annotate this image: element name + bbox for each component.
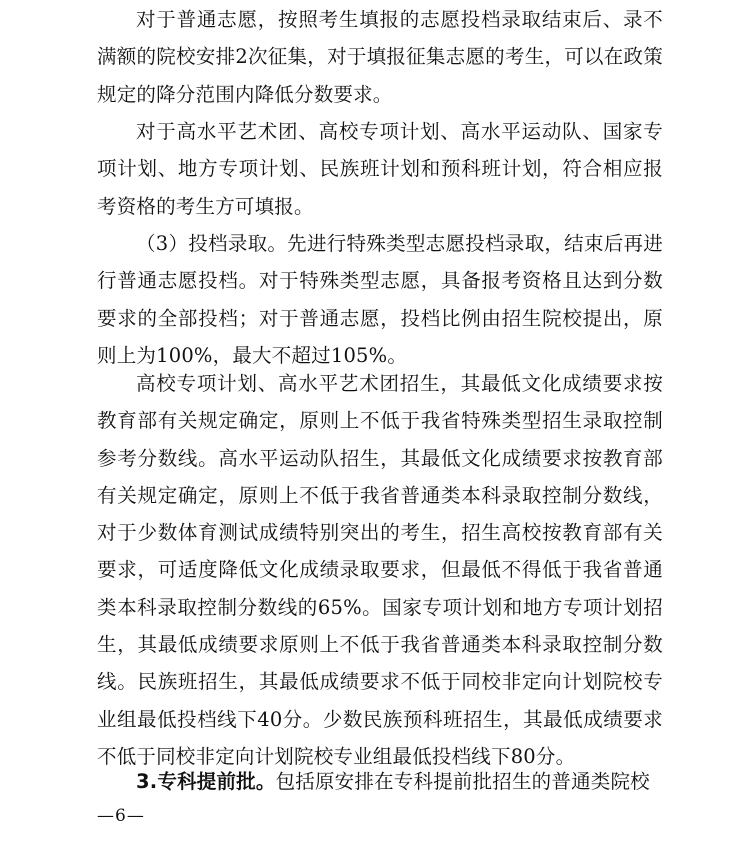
paragraph-submission-admission: （3）投档录取。先进行特殊类型志愿投档录取，结束后再进行普通志愿投档。对于特殊类型志愿，具备报考资格且达到分数要求的全部投档；对于普通志愿，投档比例由招生院校提出，原则上为100%，最大不超过105%。 [97, 232, 663, 367]
section-heading: 3.专科提前批。 [136, 770, 276, 793]
paragraph-special-programs-eligibility: 对于高水平艺术团、高校专项计划、高水平运动队、国家专项计划、地方专项计划、民族班计划和预科班计划，符合相应报考资格的考生方可填报。 [97, 120, 663, 218]
paragraph-body: 包括原安排在专科提前批招生的普通类院校 [275, 770, 650, 793]
page-number: —6— [97, 806, 145, 826]
paragraph-vocational-early-batch [97, 763, 663, 800]
paragraph-minimum-score-requirements: 高校专项计划、高水平艺术团招生，其最低文化成绩要求按教育部有关规定确定，原则上不低于我省特殊类型招生录取控制参考分数线。高水平运动队招生，其最低文化成绩要求按教育部有关规定确定，原则上不低于我省普通类本科录取控制分数线，对于少数体育测试成绩特别突出的考生，招生高校按教育部有关要求，可适度降低文化成绩录取要求，但最低不得低于我省普通类本科录取控制分数线的65%。国家专项计划和地方专项计划招生，其最低成绩要求原则上不低于我省普通类本科录取控制分数线。民族班招生，其最低成绩要求不低于同校非定向计划院校专业组最低投档线下40分。少数民族预科班招生，其最低成绩要求不低于同校非定向计划院校专业组最低投档线下80分。 [97, 372, 663, 768]
paragraph-supplementary-admission: 对于普通志愿，按照考生填报的志愿投档录取结束后、录不满额的院校安排2次征集，对于填报征集志愿的考生，可以在政策规定的降分范围内降低分数要求。 [97, 8, 663, 106]
